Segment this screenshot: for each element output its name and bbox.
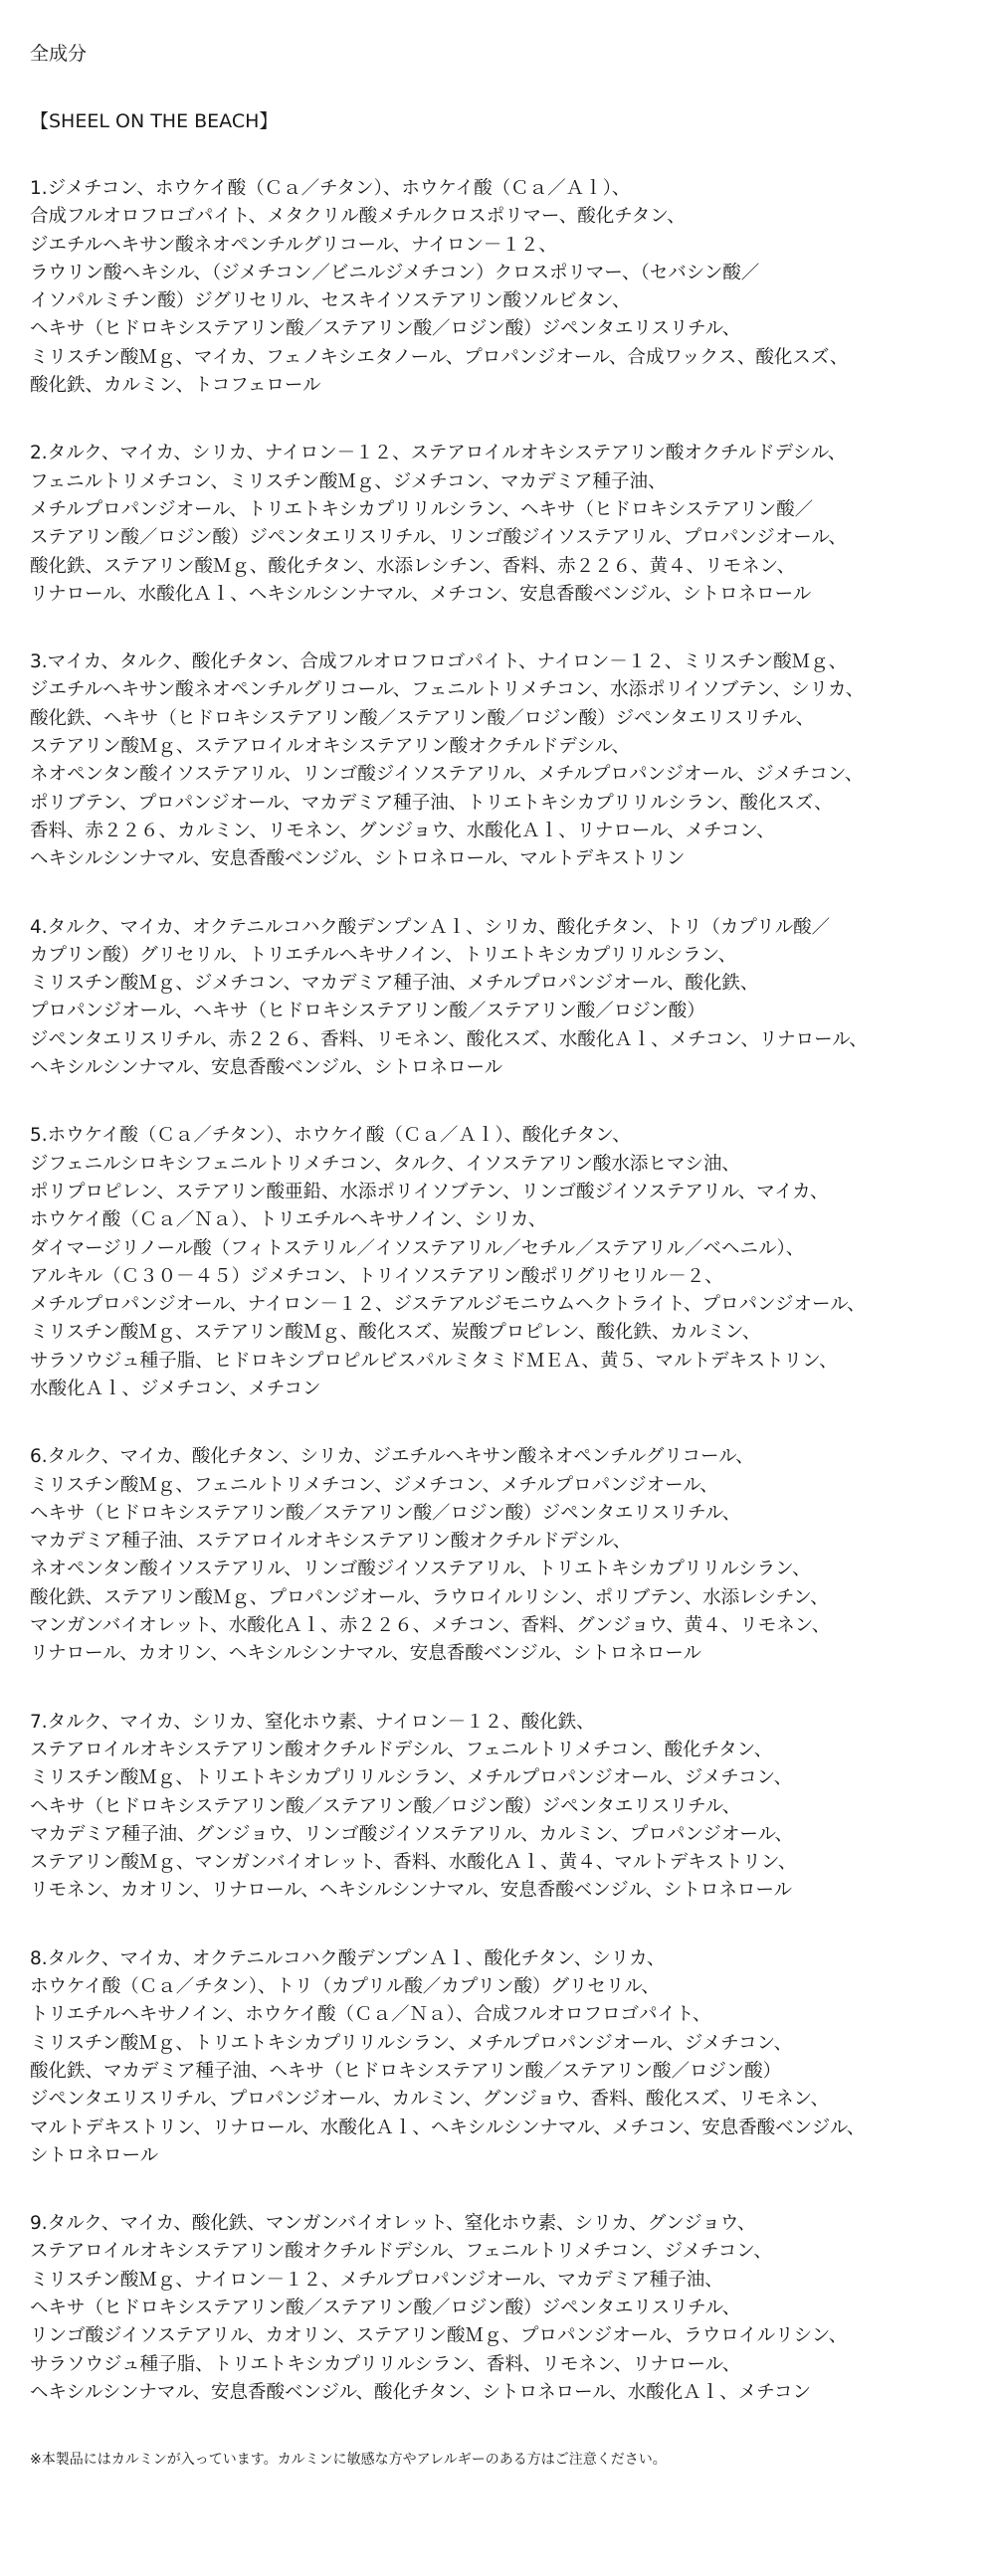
ingredient-line: リモネン、カオリン、リナロール、ヘキシルシンナマル、安息香酸ベンジル、シトロネロール: [30, 1880, 792, 1902]
ingredient-line: ホウケイ酸（Ｃａ／チタン）、トリ（カプリル酸／カプリン酸）グリセリル、: [30, 1976, 660, 1998]
ingredient-section-4: [30, 914, 975, 1083]
ingredient-line: ミリスチン酸Ｍｇ、トリエトキシカプリリルシラン、メチルプロパンジオール、ジメチコン、: [30, 1767, 793, 1789]
ingredient-line: ミリスチン酸Ｍｇ、ジメチコン、マカデミア種子油、メチルプロパンジオール、酸化鉄、: [30, 973, 759, 995]
ingredient-line: 1.ジメチコン、ホウケイ酸（Ｃａ／チタン）、ホウケイ酸（Ｃａ／Ａｌ）、: [30, 178, 631, 199]
ingredient-section-2: [30, 440, 975, 609]
ingredient-line: ヘキシルシンナマル、安息香酸ベンジル、シトロネロール: [30, 1057, 503, 1079]
ingredient-line: 5.ホウケイ酸（Ｃａ／チタン）、ホウケイ酸（Ｃａ／Ａｌ）、酸化チタン、: [30, 1125, 631, 1147]
ingredient-line: 酸化鉄、ステアリン酸Ｍｇ、プロパンジオール、ラウロイルリシン、ポリブテン、水添レシチン、: [30, 1586, 829, 1608]
ingredient-line: ミリスチン酸Ｍｇ、トリエトキシカプリリルシラン、メチルプロパンジオール、ジメチコン、: [30, 2032, 793, 2054]
ingredient-line: ジペンタエリスリチル、赤２２６、香料、リモネン、酸化スズ、水酸化Ａｌ、メチコン、リナロール、: [30, 1028, 868, 1050]
product-name: 【SHEEL ON THE BEACH】: [30, 110, 279, 132]
ingredient-line: ホウケイ酸（Ｃａ／Ｎａ）、トリエチルヘキサノイン、シリカ、: [30, 1209, 547, 1231]
ingredient-line: ミリスチン酸Ｍｇ、マイカ、フェノキシエタノール、プロパンジオール、合成ワックス、酸化スズ、: [30, 346, 849, 368]
ingredient-line: 酸化鉄、ヘキサ（ヒドロキシステアリン酸／ステアリン酸／ロジン酸）ジペンタエリスリチル、: [30, 707, 815, 729]
ingredient-line: 7.タルク、マイカ、シリカ、窒化ホウ素、ナイロン－１２、酸化鉄、: [30, 1711, 595, 1733]
ingredient-sections: [30, 175, 975, 2407]
ingredient-line: ヘキサ（ヒドロキシステアリン酸／ステアリン酸／ロジン酸）ジペンタエリスリチル、: [30, 1795, 741, 1817]
ingredient-line: ポリブテン、プロパンジオール、マカデミア種子油、トリエトキシカプリリルシラン、酸化スズ、: [30, 792, 833, 814]
ingredient-section-7: [30, 1709, 975, 1906]
ingredient-line: 6.タルク、マイカ、酸化チタン、シリカ、ジエチルヘキサン酸ネオペンチルグリコール、: [30, 1446, 754, 1468]
ingredient-line: ミリスチン酸Ｍｇ、フェニルトリメチコン、ジメチコン、メチルプロパンジオール、: [30, 1474, 718, 1496]
ingredient-line: 酸化鉄、ステアリン酸Ｍｇ、酸化チタン、水添レシチン、香料、赤２２６、黄４、リモネン、: [30, 555, 796, 577]
ingredient-line: アルキル（Ｃ３０－４５）ジメチコン、トリイソステアリン酸ポリグリセリル－２、: [30, 1265, 723, 1287]
allergy-notice: ※本製品にはカルミンが入っています。カルミンに敏感な方やアレルギーのある方はご注意ください。: [30, 2452, 667, 2469]
ingredient-line: サラソウジュ種子脂、ヒドロキシプロピルビスパルミタミドＭＥＡ、黄５、マルトデキストリン、: [30, 1350, 838, 1372]
ingredient-line: ヘキシルシンナマル、安息香酸ベンジル、酸化チタン、シトロネロール、水酸化Ａｌ、メチコン: [30, 2381, 812, 2403]
ingredient-line: ラウリン酸ヘキシル、（ジメチコン／ビニルジメチコン）クロスポリマー、（セバシン酸／: [30, 262, 760, 283]
ingredient-line: ステアリン酸／ロジン酸）ジペンタエリスリチル、リンゴ酸ジイソステアリル、プロパンジオール、: [30, 527, 847, 549]
ingredient-line: マンガンバイオレット、水酸化Ａｌ、赤２２６、メチコン、香料、グンジョウ、黄４、リモネン、: [30, 1615, 831, 1637]
ingredient-line: マカデミア種子油、ステアロイルオキシステアリン酸オクチルドデシル、: [30, 1531, 632, 1553]
ingredient-line: 4.タルク、マイカ、オクテニルコハク酸デンプンＡｌ、シリカ、酸化チタン、トリ（カプリル酸／: [30, 916, 831, 938]
ingredient-line: ステアリン酸Ｍｇ、マンガンバイオレット、香料、水酸化Ａｌ、黄４、マルトデキストリン、: [30, 1852, 797, 1874]
ingredient-section-1: [30, 175, 975, 400]
ingredient-section-6: [30, 1443, 975, 1668]
ingredient-line: シトロネロール: [30, 2144, 159, 2166]
ingredient-line: メチルプロパンジオール、ナイロン－１２、ジステアルジモニウムヘクトライト、プロパンジオール、: [30, 1294, 866, 1316]
ingredient-section-8: [30, 1945, 975, 2170]
ingredient-line: 香料、赤２２６、カルミン、リモネン、グンジョウ、水酸化Ａｌ、リナロール、メチコン、: [30, 820, 775, 841]
ingredient-line: リナロール、カオリン、ヘキシルシンナマル、安息香酸ベンジル、シトロネロール: [30, 1643, 701, 1665]
ingredient-line: ミリスチン酸Ｍｇ、ナイロン－１２、メチルプロパンジオール、マカデミア種子油、: [30, 2269, 723, 2291]
ingredient-line: ステアロイルオキシステアリン酸オクチルドデシル、フェニルトリメチコン、酸化チタン、: [30, 1739, 773, 1760]
ingredient-line: マカデミア種子油、グンジョウ、リンゴ酸ジイソステアリル、カルミン、プロパンジオール、: [30, 1823, 794, 1845]
ingredient-line: イソパルミチン酸）ジグリセリル、セスキイソステアリン酸ソルビタン、: [30, 290, 631, 312]
ingredient-line: 水酸化Ａｌ、ジメチコン、メチコン: [30, 1378, 321, 1399]
ingredient-section-5: [30, 1122, 975, 1403]
ingredient-line: ダイマージリノール酸（フィトステリル／イソステアリル／セチル／ステアリル／ベヘニル）、: [30, 1237, 805, 1259]
ingredient-line: ヘキシルシンナマル、安息香酸ベンジル、シトロネロール、マルトデキストリン: [30, 848, 686, 870]
ingredient-line: リンゴ酸ジイソステアリル、カオリン、ステアリン酸Ｍｇ、プロパンジオール、ラウロイルリシン、: [30, 2325, 848, 2347]
ingredient-line: ジエチルヘキサン酸ネオペンチルグリコール、フェニルトリメチコン、水添ポリイソブテン、シリカ、: [30, 679, 865, 701]
ingredient-line: フェニルトリメチコン、ミリスチン酸Ｍｇ、ジメチコン、マカデミア種子油、: [30, 470, 667, 492]
ingredient-line: 酸化鉄、カルミン、トコフェロール: [30, 375, 321, 397]
ingredient-line: ジエチルヘキサン酸ネオペンチルグリコール、ナイロン－１２、: [30, 234, 557, 256]
ingredient-line: サラソウジュ種子脂、トリエトキシカプリリルシラン、香料、リモネン、リナロール、: [30, 2353, 741, 2375]
ingredient-line: リナロール、水酸化Ａｌ、ヘキシルシンナマル、メチコン、安息香酸ベンジル、シトロネロール: [30, 583, 812, 605]
ingredients-document: [30, 40, 975, 2471]
ingredient-line: 8.タルク、マイカ、オクテニルコハク酸デンプンＡｌ、酸化チタン、シリカ、: [30, 1947, 666, 1969]
ingredient-section-3: [30, 648, 975, 873]
ingredient-line: プロパンジオール、ヘキサ（ヒドロキシステアリン酸／ステアリン酸／ロジン酸）: [30, 1001, 705, 1022]
page-heading: 全成分: [30, 43, 88, 65]
ingredient-line: トリエチルヘキサノイン、ホウケイ酸（Ｃａ／Ｎａ）、合成フルオロフロゴパイト、: [30, 2004, 711, 2026]
ingredient-line: カプリン酸）グリセリル、トリエチルヘキサノイン、トリエトキシカプリリルシラン、: [30, 944, 737, 966]
ingredient-line: ヘキサ（ヒドロキシステアリン酸／ステアリン酸／ロジン酸）ジペンタエリスリチル、: [30, 2298, 741, 2318]
ingredient-line: 3.マイカ、タルク、酸化チタン、合成フルオロフロゴパイト、ナイロン－１２、ミリスチン酸Ｍｇ、: [30, 651, 848, 673]
ingredient-line: ポリプロピレン、ステアリン酸亜鉛、水添ポリイソブテン、リンゴ酸ジイソステアリル、マイカ、: [30, 1181, 829, 1202]
ingredient-line: 9.タルク、マイカ、酸化鉄、マンガンバイオレット、窒化ホウ素、シリカ、グンジョウ、: [30, 2213, 756, 2235]
ingredient-line: ネオペンタン酸イソステアリル、リンゴ酸ジイソステアリル、メチルプロパンジオール、ジメチコン、: [30, 764, 864, 786]
ingredient-line: ヘキサ（ヒドロキシステアリン酸／ステアリン酸／ロジン酸）ジペンタエリスリチル、: [30, 318, 741, 340]
ingredient-section-9: [30, 2210, 975, 2407]
ingredient-line: ジフェニルシロキシフェニルトリメチコン、タルク、イソステアリン酸水添ヒマシ油、: [30, 1153, 740, 1175]
ingredient-line: ステアリン酸Ｍｇ、ステアロイルオキシステアリン酸オクチルドデシル、: [30, 736, 631, 758]
ingredient-line: ミリスチン酸Ｍｇ、ステアリン酸Ｍｇ、酸化スズ、炭酸プロピレン、酸化鉄、カルミン、: [30, 1322, 761, 1344]
ingredient-line: ネオペンタン酸イソステアリル、リンゴ酸ジイソステアリル、トリエトキシカプリリルシラン、: [30, 1559, 811, 1580]
ingredient-line: ジペンタエリスリチル、プロパンジオール、カルミン、グンジョウ、香料、酸化スズ、リモネン、: [30, 2089, 830, 2111]
ingredient-line: ヘキサ（ヒドロキシステアリン酸／ステアリン酸／ロジン酸）ジペンタエリスリチル、: [30, 1502, 741, 1524]
ingredient-line: マルトデキストリン、リナロール、水酸化Ａｌ、ヘキシルシンナマル、メチコン、安息香酸ベンジル、: [30, 2116, 866, 2138]
ingredient-line: メチルプロパンジオール、トリエトキシカプリリルシラン、ヘキサ（ヒドロキシステアリン酸／: [30, 498, 814, 520]
ingredient-line: 2.タルク、マイカ、シリカ、ナイロン－１２、ステアロイルオキシステアリン酸オクチルドデシル、: [30, 443, 847, 464]
ingredient-line: 合成フルオロフロゴパイト、メタクリル酸メチルクロスポリマー、酸化チタン、: [30, 206, 686, 228]
ingredient-line: 酸化鉄、マカデミア種子油、ヘキサ（ヒドロキシステアリン酸／ステアリン酸／ロジン酸）: [30, 2060, 782, 2082]
ingredient-line: ステアロイルオキシステアリン酸オクチルドデシル、フェニルトリメチコン、ジメチコン、: [30, 2241, 772, 2263]
